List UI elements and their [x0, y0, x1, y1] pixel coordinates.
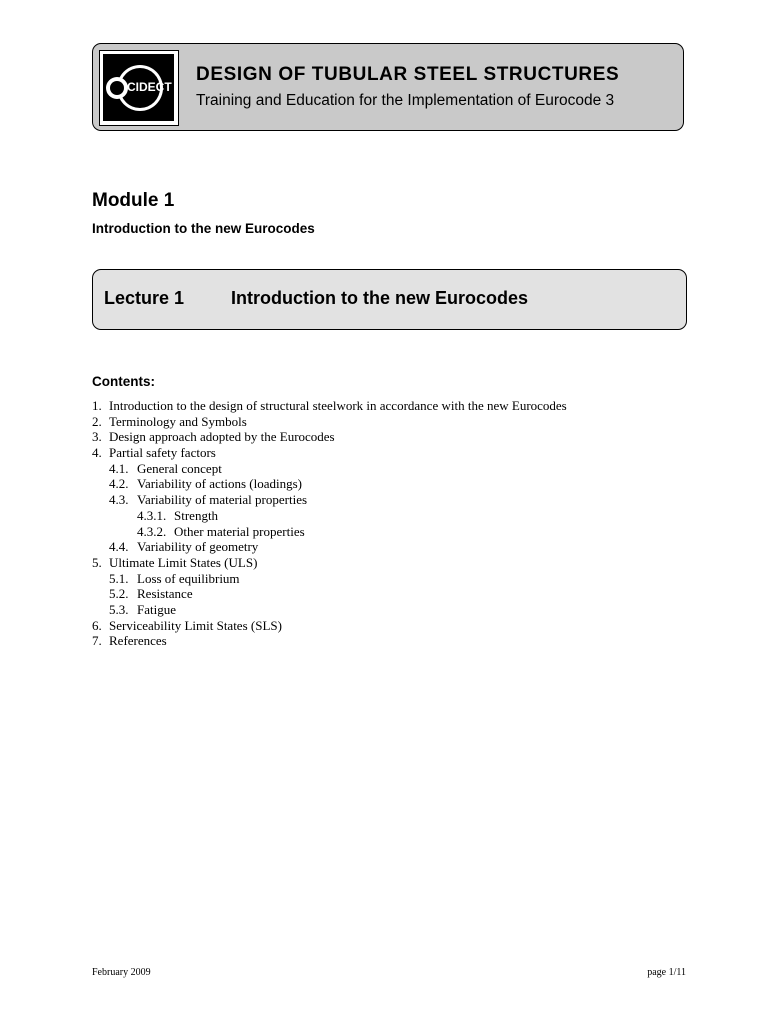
toc-item: [92, 398, 692, 414]
toc-item-number: 5.2.: [109, 586, 129, 602]
toc-item-text: Design approach adopted by the Eurocodes: [109, 429, 335, 445]
toc-item: [92, 476, 692, 492]
toc-item-number: 4.3.2.: [137, 523, 167, 539]
toc-item-text: Introduction to the design of structural steelwork in accordance with the new Eurocodes: [109, 398, 567, 413]
toc-item: [92, 445, 692, 461]
toc-item-text: Other material properties: [174, 523, 305, 539]
toc-item-text: Variability of actions (loadings): [137, 476, 302, 492]
module-subtitle: Introduction to the new Eurocodes: [92, 221, 315, 236]
toc-item: [92, 524, 692, 540]
toc-item-text: Variability of material properties: [137, 492, 308, 508]
toc-item-number: 4.1.: [109, 460, 129, 476]
toc-item-number: 4.3.: [109, 492, 129, 508]
toc-item-number: 5.: [92, 554, 102, 570]
lecture-number: Lecture 1: [104, 288, 185, 308]
logo-text: CIDECT: [127, 80, 172, 94]
toc-item-number: 6.: [92, 617, 102, 633]
toc-item-text: References: [109, 633, 167, 649]
toc-item-text: Variability of geometry: [137, 539, 259, 555]
toc-item-number: 4.4.: [109, 539, 129, 555]
header-subtitle: Training and Education for the Implementation of Eurocode 3: [196, 92, 615, 109]
toc-item: [92, 602, 692, 618]
footer-page-number: page 1/11: [647, 967, 686, 978]
toc-item-number: 4.: [92, 445, 102, 461]
toc-item-number: 1.: [92, 398, 102, 413]
lecture-title: Introduction to the new Eurocodes: [231, 288, 528, 308]
toc-item-text: Strength: [174, 507, 219, 523]
module-title: Module 1: [92, 190, 175, 211]
toc-item-number: 3.: [92, 429, 102, 445]
contents-heading: Contents:: [92, 374, 155, 389]
toc-item-number: 5.1.: [109, 570, 129, 586]
toc-item-text: Fatigue: [137, 601, 176, 617]
toc-item: [92, 508, 692, 524]
cidect-logo: [99, 50, 179, 126]
toc-item: [92, 492, 692, 508]
toc-item-text: Terminology and Symbols: [109, 413, 247, 429]
footer-date: February 2009: [92, 967, 151, 978]
toc-item-text: Resistance: [137, 586, 193, 602]
toc-item: [92, 539, 692, 555]
toc-item: [92, 429, 692, 445]
toc-item-number: 7.: [92, 633, 102, 649]
toc-item-number: 4.3.1.: [137, 507, 167, 523]
toc-item: [92, 586, 692, 602]
toc-item: [92, 618, 692, 634]
toc-item-number: 4.2.: [109, 476, 129, 492]
toc-item: [92, 555, 692, 571]
toc-item: [92, 571, 692, 587]
toc-item-text: Ultimate Limit States (ULS): [109, 554, 258, 570]
toc-item-text: Serviceability Limit States (SLS): [109, 617, 282, 633]
toc-item: [92, 633, 692, 649]
toc-item: [92, 414, 692, 430]
toc-item-text: Loss of equilibrium: [137, 570, 240, 586]
toc-item-text: General concept: [137, 460, 222, 476]
lecture-banner: [92, 269, 687, 330]
toc-item-number: 2.: [92, 413, 102, 429]
toc-item-text: Partial safety factors: [109, 445, 216, 461]
toc-item: [92, 461, 692, 477]
document-header-banner: [92, 43, 684, 131]
header-title: DESIGN OF TUBULAR STEEL STRUCTURES: [196, 64, 620, 85]
table-of-contents: [92, 398, 692, 649]
toc-item-number: 5.3.: [109, 601, 129, 617]
